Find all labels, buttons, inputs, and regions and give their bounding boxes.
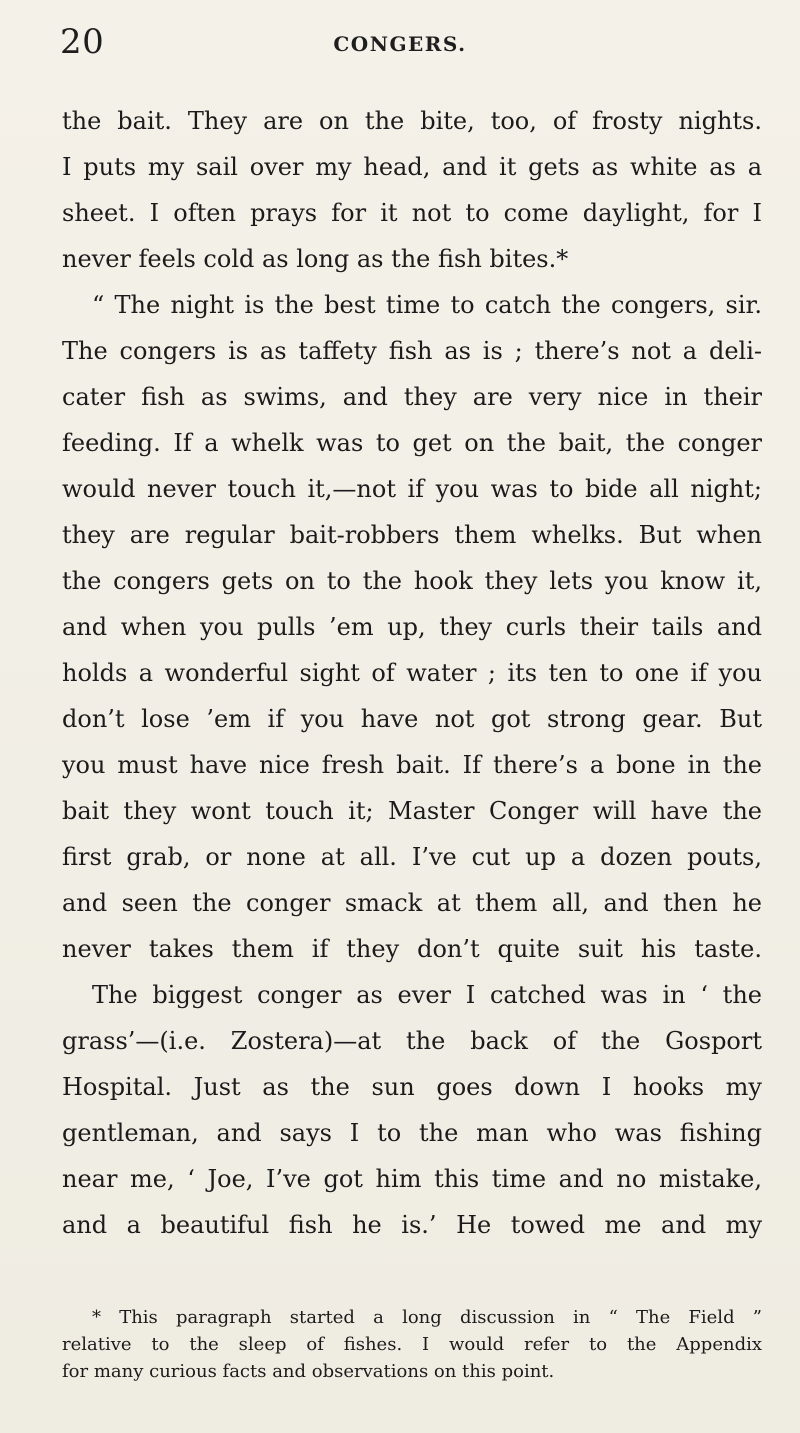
- text-line: I puts my sail over my head, and it gets as white as a: [62, 153, 762, 181]
- footnote-line: * This paragraph started a long discussion in “ The Field ”: [92, 1307, 762, 1328]
- body-text: [62, 98, 762, 1248]
- footnote-line: for many curious facts and observations on this point.: [62, 1361, 555, 1382]
- text-line: you must have nice fresh bait. If there’s a bone in the: [62, 751, 762, 779]
- text-line: they are regular bait-robbers them whelks. But when: [62, 521, 762, 549]
- text-line: never takes them if they don’t quite suit his taste.: [62, 935, 762, 963]
- text-line: feeding. If a whelk was to get on the bait, the conger: [62, 429, 762, 457]
- text-line: The congers is as taffety fish as is ; there’s not a deli-: [62, 337, 762, 365]
- text-line: never feels cold as long as the fish bites.*: [62, 245, 569, 273]
- footnote-line: relative to the sleep of fishes. I would refer to the Appendix: [62, 1334, 762, 1355]
- text-line: holds a wonderful sight of water ; its ten to one if you: [62, 659, 762, 687]
- running-title: CONGERS.: [333, 32, 467, 56]
- text-line: first grab, or none at all. I’ve cut up a dozen pouts,: [62, 843, 762, 871]
- text-line: gentleman, and says I to the man who was fishing: [62, 1119, 762, 1147]
- text-line: and seen the conger smack at them all, and then he: [62, 889, 762, 917]
- footnote: [62, 1304, 762, 1385]
- text-line: the bait. They are on the bite, too, of frosty nights.: [62, 107, 762, 135]
- page-header: [60, 22, 740, 72]
- page-number: 20: [60, 22, 105, 62]
- text-line: grass’—(i.e. Zostera)—at the back of the Gosport: [62, 1027, 762, 1055]
- text-line: don’t lose ’em if you have not got strong gear. But: [62, 705, 762, 733]
- text-line: sheet. I often prays for it not to come daylight, for I: [62, 199, 762, 227]
- text-line: would never touch it,—not if you was to bide all night;: [62, 475, 762, 503]
- text-line: Hospital. Just as the sun goes down I hooks my: [62, 1073, 762, 1101]
- text-line: and when you pulls ’em up, they curls their tails and: [62, 613, 762, 641]
- text-line: The biggest conger as ever I catched was in ‘ the: [92, 981, 762, 1009]
- text-line: near me, ‘ Joe, I’ve got him this time and no mistake,: [62, 1165, 762, 1193]
- text-line: cater fish as swims, and they are very nice in their: [62, 383, 762, 411]
- text-line: “ The night is the best time to catch the congers, sir.: [92, 291, 762, 319]
- text-line: and a beautiful fish he is.’ He towed me and my: [62, 1211, 762, 1239]
- text-line: the congers gets on to the hook they lets you know it,: [62, 567, 762, 595]
- text-line: bait they wont touch it; Master Conger will have the: [62, 797, 762, 825]
